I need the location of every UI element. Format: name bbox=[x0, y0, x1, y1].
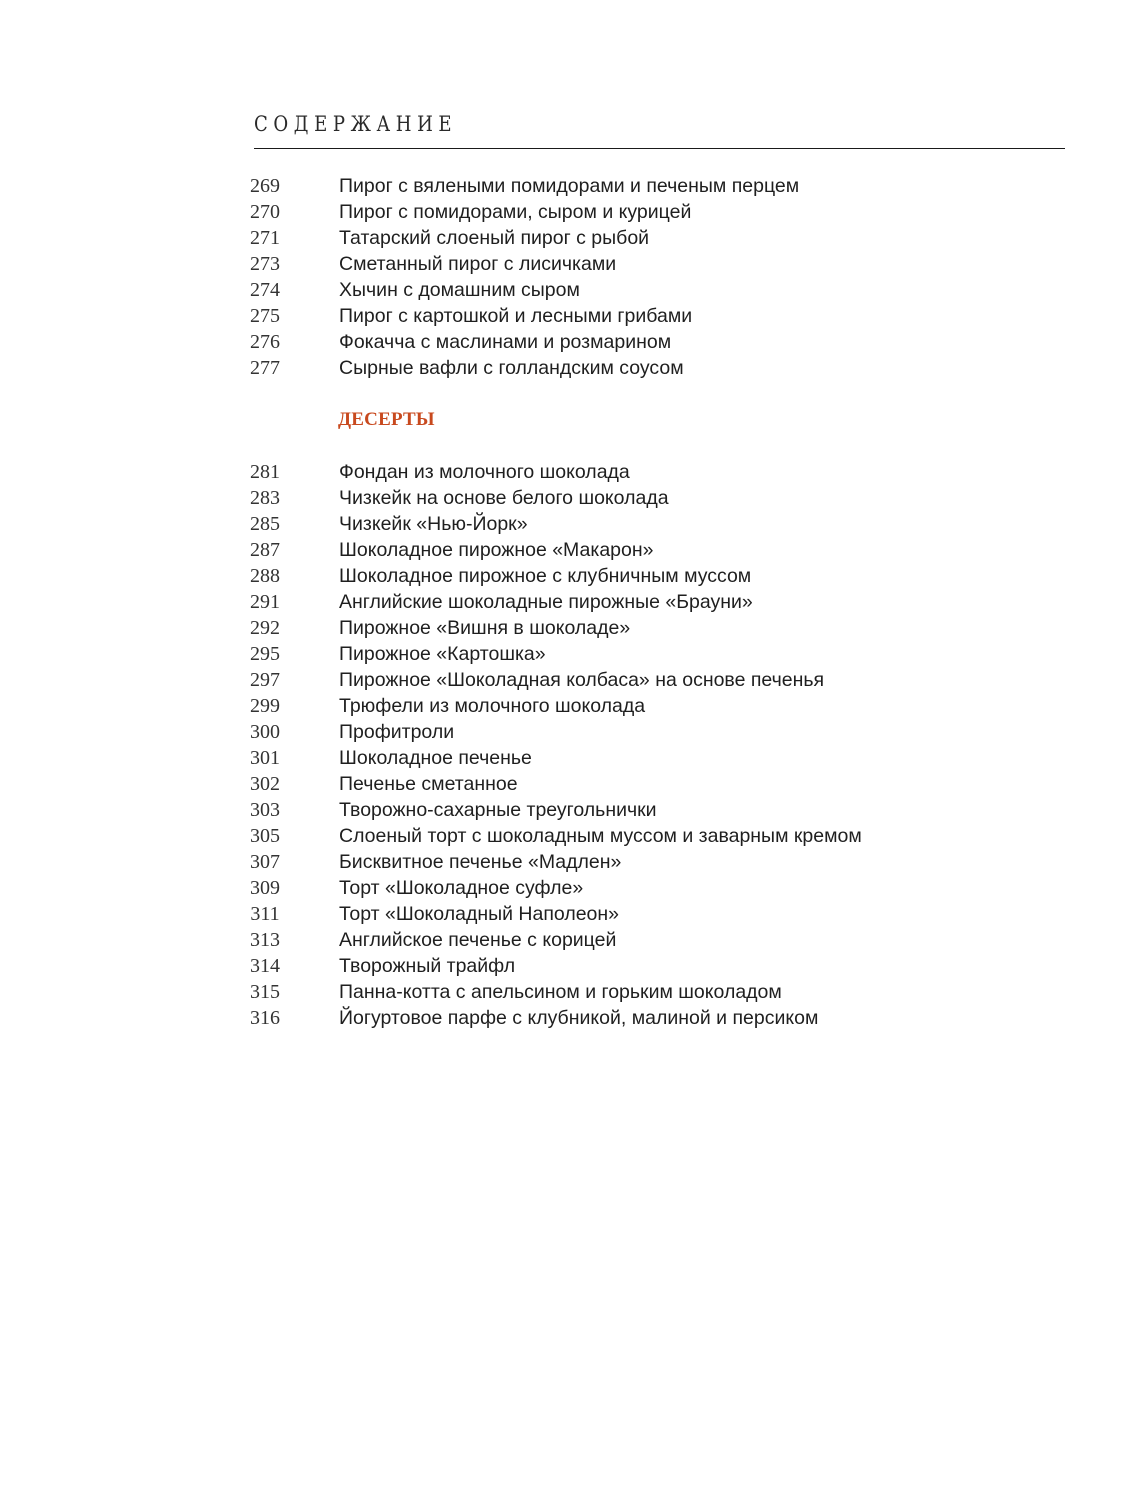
toc-page-number: 277 bbox=[250, 357, 280, 379]
toc-entry-title: Пирог с вялеными помидорами и печеным перцем bbox=[339, 175, 800, 197]
toc-entry[interactable] bbox=[240, 745, 1040, 771]
toc-entry[interactable] bbox=[240, 615, 1040, 641]
toc-entry-title: Йогуртовое парфе с клубникой, малиной и персиком bbox=[339, 1007, 819, 1029]
toc-entry-title: Шоколадное пирожное с клубничным муссом bbox=[339, 565, 752, 587]
toc-entry[interactable] bbox=[240, 329, 1040, 355]
toc-page-number: 275 bbox=[250, 305, 280, 327]
toc-entry-title: Фокачча с маслинами и розмарином bbox=[339, 331, 672, 353]
toc-entry-title: Профитроли bbox=[339, 721, 455, 743]
toc-entry[interactable] bbox=[240, 355, 1040, 381]
toc-entry[interactable] bbox=[240, 1005, 1040, 1031]
toc-page-number: 281 bbox=[250, 461, 280, 483]
toc-entry[interactable] bbox=[240, 667, 1040, 693]
toc-page-number: 285 bbox=[250, 513, 280, 535]
toc-page-number: 305 bbox=[250, 825, 280, 847]
toc-entry[interactable] bbox=[240, 277, 1040, 303]
toc-entry[interactable] bbox=[240, 979, 1040, 1005]
toc-entry[interactable] bbox=[240, 173, 1040, 199]
toc-entry[interactable] bbox=[240, 953, 1040, 979]
toc-page-number: 291 bbox=[250, 591, 280, 613]
toc-page-number: 295 bbox=[250, 643, 280, 665]
toc-entry-title: Трюфели из молочного шоколада bbox=[339, 695, 646, 717]
toc-entry-title: Творожно-сахарные треугольнички bbox=[339, 799, 657, 821]
toc-entry-title: Татарский слоеный пирог с рыбой bbox=[339, 227, 650, 249]
toc-entry-title: Чизкейк «Нью-Йорк» bbox=[339, 513, 528, 535]
toc-entry-title: Творожный трайфл bbox=[339, 955, 516, 977]
toc-entry[interactable] bbox=[240, 849, 1040, 875]
toc-entry-title: Торт «Шоколадный Наполеон» bbox=[339, 903, 620, 925]
toc-entry[interactable] bbox=[240, 901, 1040, 927]
toc-entry-title: Печенье сметанное bbox=[339, 773, 518, 795]
toc-entry[interactable] bbox=[240, 511, 1040, 537]
toc-entry-title: Хычин с домашним сыром bbox=[339, 279, 580, 301]
toc-entry-title: Сырные вафли с голландским соусом bbox=[339, 357, 684, 379]
toc-page-number: 269 bbox=[250, 175, 280, 197]
toc-entry-title: Шоколадное пирожное «Макарон» bbox=[339, 539, 654, 561]
toc-page-number: 301 bbox=[250, 747, 280, 769]
toc-entry[interactable] bbox=[240, 563, 1040, 589]
toc-entry[interactable] bbox=[240, 823, 1040, 849]
toc-entry-title: Чизкейк на основе белого шоколада bbox=[339, 487, 669, 509]
toc-page-number: 297 bbox=[250, 669, 280, 691]
toc-entry[interactable] bbox=[240, 875, 1040, 901]
toc-entry[interactable] bbox=[240, 771, 1040, 797]
toc-entry-title: Фондан из молочного шоколада bbox=[339, 461, 630, 483]
title-divider bbox=[254, 148, 1065, 149]
toc-entry[interactable] bbox=[240, 459, 1040, 485]
toc-page-number: 299 bbox=[250, 695, 280, 717]
toc-entry-title: Бисквитное печенье «Мадлен» bbox=[339, 851, 622, 873]
toc-page-number: 270 bbox=[250, 201, 280, 223]
toc-entry-title: Пирог с помидорами, сыром и курицей bbox=[339, 201, 692, 223]
toc-entry-title: Слоеный торт с шоколадным муссом и заварным кремом bbox=[339, 825, 862, 847]
toc-page-number: 316 bbox=[250, 1007, 280, 1029]
toc-page-number: 283 bbox=[250, 487, 280, 509]
toc-page-number: 313 bbox=[250, 929, 280, 951]
toc-page-number: 311 bbox=[250, 903, 280, 925]
section-heading-desserts: ДЕСЕРТЫ bbox=[338, 409, 435, 430]
toc-entry[interactable] bbox=[240, 589, 1040, 615]
toc-page-number: 276 bbox=[250, 331, 280, 353]
page-title: СОДЕРЖАНИЕ bbox=[254, 112, 458, 136]
toc-entry[interactable] bbox=[240, 537, 1040, 563]
toc-entry-title: Пирожное «Шоколадная колбаса» на основе печенья bbox=[339, 669, 825, 691]
toc-entry-title: Пирог с картошкой и лесными грибами bbox=[339, 305, 693, 327]
toc-page-number: 292 bbox=[250, 617, 280, 639]
toc-page-number: 288 bbox=[250, 565, 280, 587]
toc-page-number: 307 bbox=[250, 851, 280, 873]
toc-entry-title: Пирожное «Картошка» bbox=[339, 643, 546, 665]
toc-page-number: 309 bbox=[250, 877, 280, 899]
toc-page-number: 287 bbox=[250, 539, 280, 561]
toc-page-number: 314 bbox=[250, 955, 280, 977]
toc-entry[interactable] bbox=[240, 225, 1040, 251]
toc-entry[interactable] bbox=[240, 303, 1040, 329]
toc-page-number: 273 bbox=[250, 253, 280, 275]
toc-entry[interactable] bbox=[240, 251, 1040, 277]
toc-entry[interactable] bbox=[240, 641, 1040, 667]
toc-entry-title: Шоколадное печенье bbox=[339, 747, 532, 769]
toc-page-number: 274 bbox=[250, 279, 280, 301]
toc-page-number: 302 bbox=[250, 773, 280, 795]
toc-entry-title: Панна-котта с апельсином и горьким шоколадом bbox=[339, 981, 782, 1003]
toc-section-desserts bbox=[240, 459, 1040, 1031]
toc-entry[interactable] bbox=[240, 927, 1040, 953]
toc-entry-title: Торт «Шоколадное суфле» bbox=[339, 877, 584, 899]
toc-entry[interactable] bbox=[240, 693, 1040, 719]
toc-page-number: 303 bbox=[250, 799, 280, 821]
toc-entry-title: Английские шоколадные пирожные «Брауни» bbox=[339, 591, 753, 613]
toc-entry[interactable] bbox=[240, 797, 1040, 823]
toc-page-number: 271 bbox=[250, 227, 280, 249]
toc-page-number: 300 bbox=[250, 721, 280, 743]
toc-page-number: 315 bbox=[250, 981, 280, 1003]
toc-entry-title: Английское печенье с корицей bbox=[339, 929, 617, 951]
toc-entry-title: Пирожное «Вишня в шоколаде» bbox=[339, 617, 631, 639]
toc-entry[interactable] bbox=[240, 719, 1040, 745]
toc-section-savory bbox=[240, 173, 1040, 381]
toc-entry[interactable] bbox=[240, 199, 1040, 225]
toc-entry-title: Сметанный пирог с лисичками bbox=[339, 253, 617, 275]
toc-entry[interactable] bbox=[240, 485, 1040, 511]
